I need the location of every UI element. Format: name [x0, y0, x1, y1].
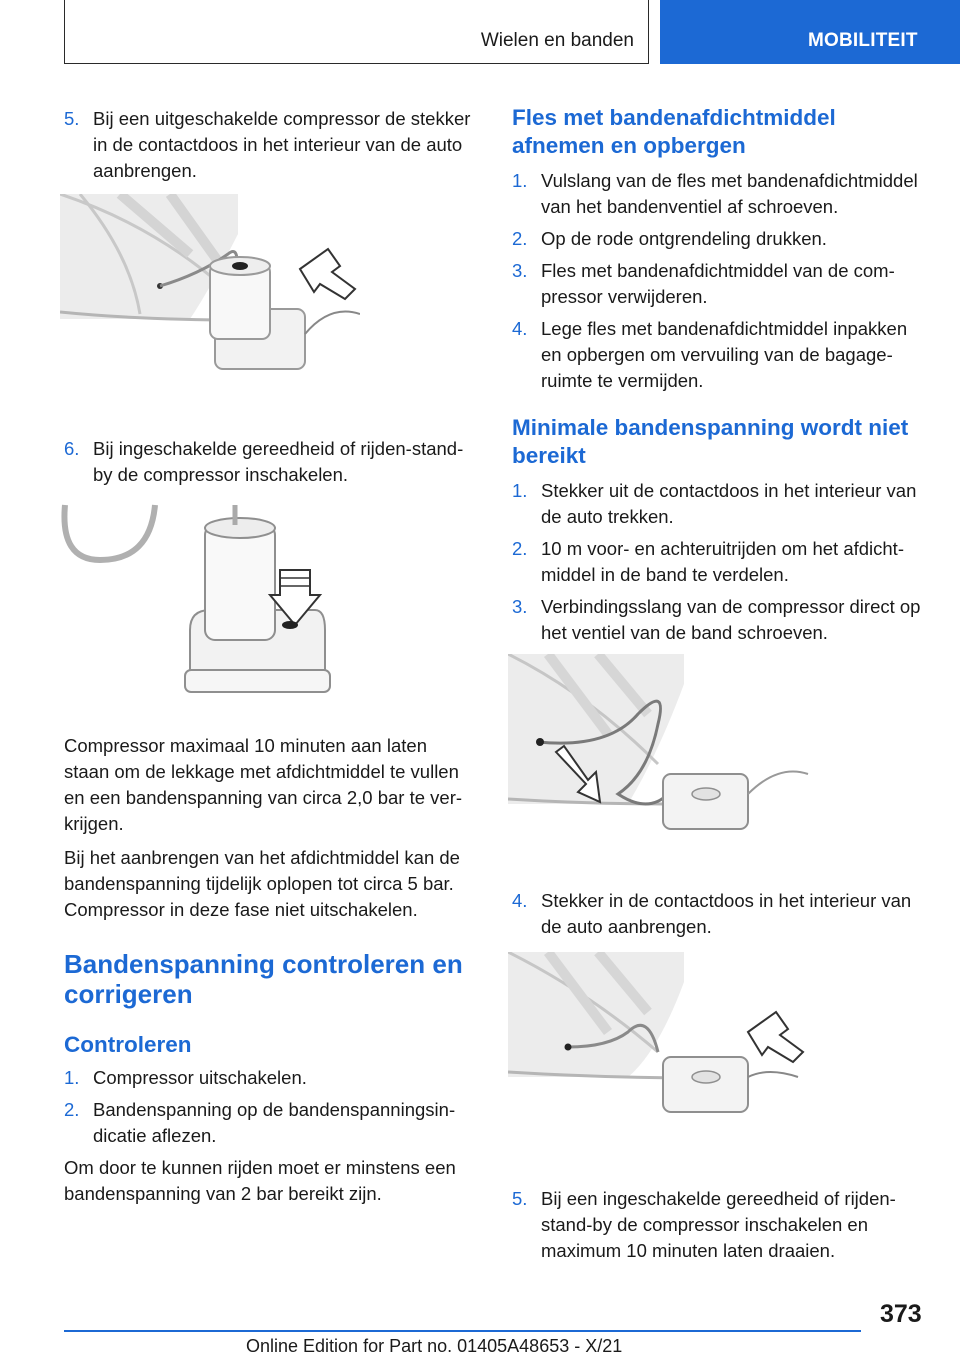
paragraph-compressor-duration: Compressor maximaal 10 minuten aan laten staan om de lekkage met afdichtmiddel te vullen en een bandenspanning van circa 2,0 bar te verkrijgen. — [64, 735, 463, 834]
step-number: 2. — [512, 228, 528, 249]
subheading-check: Controleren — [64, 1032, 192, 1057]
footer-edition: Online Edition for Part no. 01405A48653 - X/21 — [246, 1336, 623, 1356]
step-text: Stekker uit de contactdoos in het interieur van de auto trekken. — [541, 480, 917, 527]
compressor-plug-illustration — [60, 194, 360, 384]
list-item — [64, 1065, 476, 1091]
chapter-tab[interactable] — [660, 0, 960, 64]
left-paragraphs — [64, 733, 476, 1207]
step-text: Compressor uitschakelen. — [93, 1067, 307, 1088]
list-item — [512, 226, 924, 252]
step-text: Bij een uitgeschakelde compressor de stekker in de contactdoos in het interieur van de auto aanbrengen. — [93, 108, 471, 181]
step-number: 3. — [512, 596, 528, 617]
paragraph-min-pressure: Om door te kunnen rijden moet er minstens een bandenspanning van 2 bar bereikt zijn. — [64, 1157, 456, 1204]
step-number: 2. — [64, 1099, 80, 1120]
left-step-6 — [64, 436, 476, 488]
step-number: 1. — [512, 170, 528, 191]
step-text: Bij ingeschakelde gereedheid of rijden-stand-by de compressor inschakelen. — [93, 438, 464, 485]
step-number: 5. — [512, 1188, 528, 1209]
list-item — [512, 594, 924, 646]
section-title: Wielen en banden — [480, 30, 634, 51]
step-text: Op de rode ontgrendeling drukken. — [541, 228, 827, 249]
footer-divider — [64, 1330, 861, 1332]
left-step-5 — [64, 106, 476, 184]
step-text: Fles met bandenafdichtmiddel van de compressor verwijderen. — [541, 260, 895, 307]
page-number: 373 — [880, 1300, 922, 1328]
right-step-4 — [512, 888, 924, 940]
list-item — [512, 536, 924, 588]
step-text: Lege fles met bandenafdichtmiddel inpakken en opbergen om vervuiling van de bagageruimte te vermijden. — [541, 318, 908, 391]
step-text: Vulslang van de fles met bandenafdichtmiddel van het bandenventiel af schroeven. — [541, 170, 918, 217]
list-item — [512, 478, 924, 530]
step-number: 3. — [512, 260, 528, 281]
list-item — [512, 316, 924, 394]
right-step-5 — [512, 1186, 924, 1264]
step-number: 4. — [512, 890, 528, 911]
heading-remove-bottle: Fles met bandenafdichtmiddel afnemen en opbergen — [512, 105, 836, 158]
list-item — [512, 258, 924, 310]
heading-check-correct-pressure: Bandenspanning controleren en corrigeren — [64, 949, 463, 1009]
step-number: 1. — [64, 1067, 80, 1088]
step-number: 2. — [512, 538, 528, 559]
chapter-tab-label: MOBILITEIT — [808, 30, 918, 51]
hose-to-valve-illustration — [508, 654, 813, 839]
step-number: 5. — [64, 108, 80, 129]
step-text: Stekker in de contactdoos in het interieur van de auto aanbrengen. — [541, 890, 912, 937]
step-number: 4. — [512, 318, 528, 339]
step-text: Verbindingsslang van de compressor direct op het ventiel van de band schroeven. — [541, 596, 921, 643]
heading-min-pressure-not-reached: Minimale bandenspanning wordt niet bereikt — [512, 415, 909, 468]
step-number: 6. — [64, 438, 80, 459]
right-section-bottle — [512, 104, 924, 646]
step-text: Bandenspanning op de bandenspanningsindicatie aflezen. — [93, 1099, 456, 1146]
step-text: 10 m voor- en achteruitrijden om het afdichtmiddel in de band te verdelen. — [541, 538, 904, 585]
paragraph-pressure-rise: Bij het aanbrengen van het afdichtmiddel kan de bandenspanning tijdelijk oplopen tot circa 5 bar. Compressor in deze fase niet uitschakelen. — [64, 847, 460, 920]
list-item — [64, 1097, 476, 1149]
compressor-switch-illustration — [60, 500, 360, 700]
step-text: Bij een ingeschakelde gereedheid of rijden-stand-by de compressor inschakelen en maximum 10 minuten laten draaien. — [541, 1188, 896, 1261]
compressor-plug-socket-illustration — [508, 952, 808, 1137]
list-item — [512, 168, 924, 220]
step-number: 1. — [512, 480, 528, 501]
